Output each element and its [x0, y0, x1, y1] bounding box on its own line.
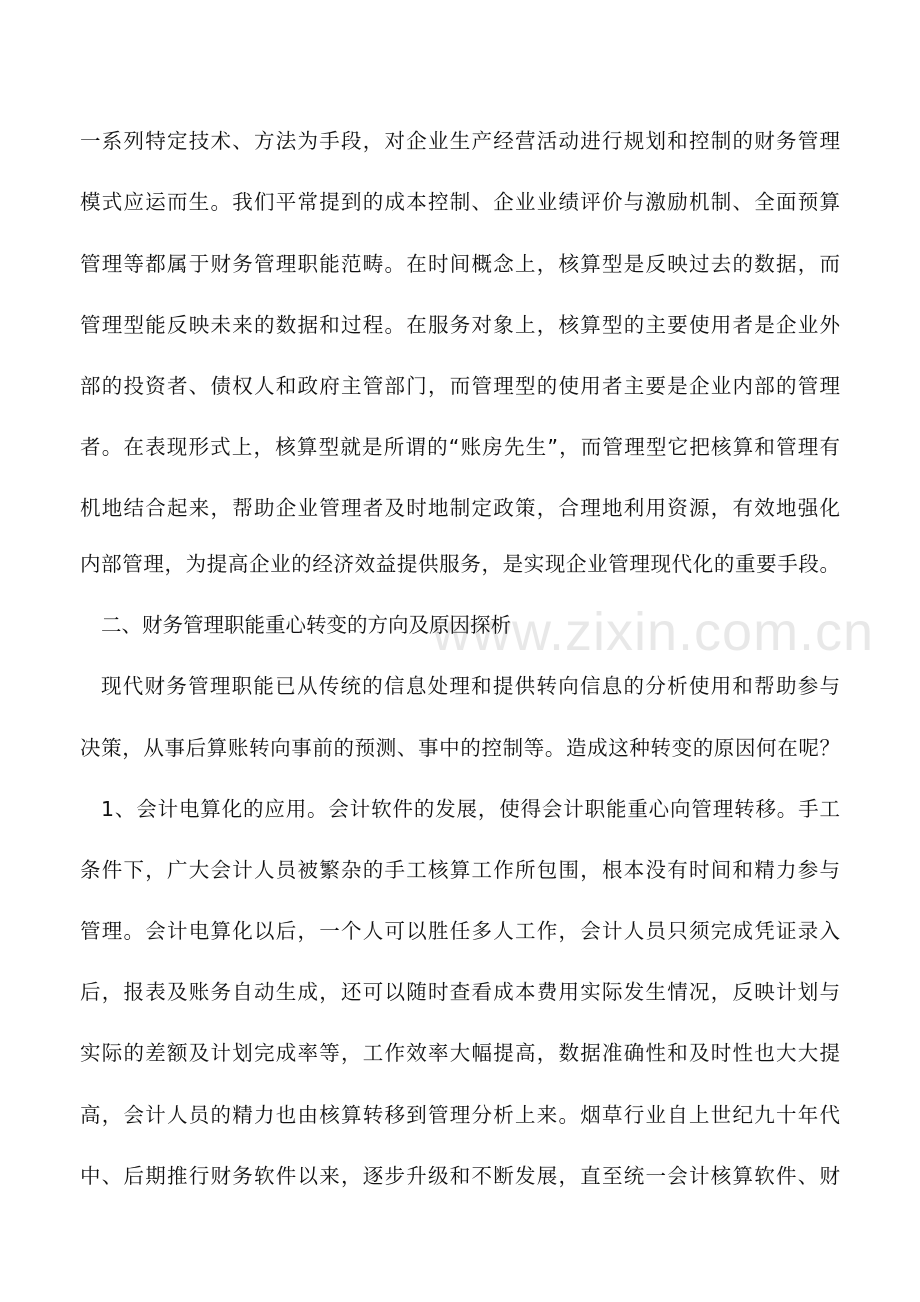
body-text-line: 一系列特定技术、方法为手段，对企业生产经营活动进行规划和控制的财务管理 — [80, 129, 840, 153]
body-text-line: 内部管理，为提高企业的经济效益提供服务，是实现企业管理现代化的重要手段。 — [80, 552, 840, 576]
body-text-line: 中、后期推行财务软件以来，逐步升级和不断发展，直至统一会计核算软件、财 — [80, 1164, 840, 1188]
body-text-line: 模式应运而生。我们平常提到的成本控制、企业业绩评价与激励机制、全面预算 — [80, 190, 840, 214]
body-text-line: 条件下，广大会计人员被繁杂的手工核算工作所包围，根本没有时间和精力参与 — [80, 858, 840, 882]
body-text-line: 实际的差额及计划完成率等，工作效率大幅提高，数据准确性和及时性也大大提 — [80, 1041, 840, 1065]
body-text-line: 高，会计人员的精力也由核算转移到管理分析上来。烟草行业自上世纪九十年代 — [80, 1103, 840, 1127]
body-text-line: 管理型能反映未来的数据和过程。在服务对象上，核算型的主要使用者是企业外 — [80, 313, 840, 337]
body-text-line: 管理。会计电算化以后，一个人可以胜任多人工作，会计人员只须完成凭证录入 — [80, 919, 840, 943]
watermark-text: www.zixin.com.cn — [432, 602, 875, 662]
body-text-line: 部的投资者、债权人和政府主管部门，而管理型的使用者主要是企业内部的管理 — [80, 374, 840, 398]
body-text-line: 决策，从事后算账转向事前的预测、事中的控制等。造成这种转变的原因何在呢？ — [80, 736, 840, 760]
body-text-line: 现代财务管理职能已从传统的信息处理和提供转向信息的分析使用和帮助参与 — [101, 674, 840, 698]
body-text-line: 管理等都属于财务管理职能范畴。在时间概念上，核算型是反映过去的数据，而 — [80, 252, 840, 276]
body-text-line: 机地结合起来，帮助企业管理者及时地制定政策，合理地利用资源，有效地强化 — [80, 496, 840, 520]
body-text-line: 后，报表及账务自动生成，还可以随时查看成本费用实际发生情况，反映计划与 — [80, 980, 840, 1004]
body-text-line: 者。在表现形式上，核算型就是所谓的“账房先生”，而管理型它把核算和管理有 — [80, 435, 840, 459]
body-text-line: 1、会计电算化的应用。会计软件的发展，使得会计职能重心向管理转移。手工 — [101, 797, 840, 821]
section-heading: 二、财务管理职能重心转变的方向及原因探析 — [101, 613, 511, 637]
